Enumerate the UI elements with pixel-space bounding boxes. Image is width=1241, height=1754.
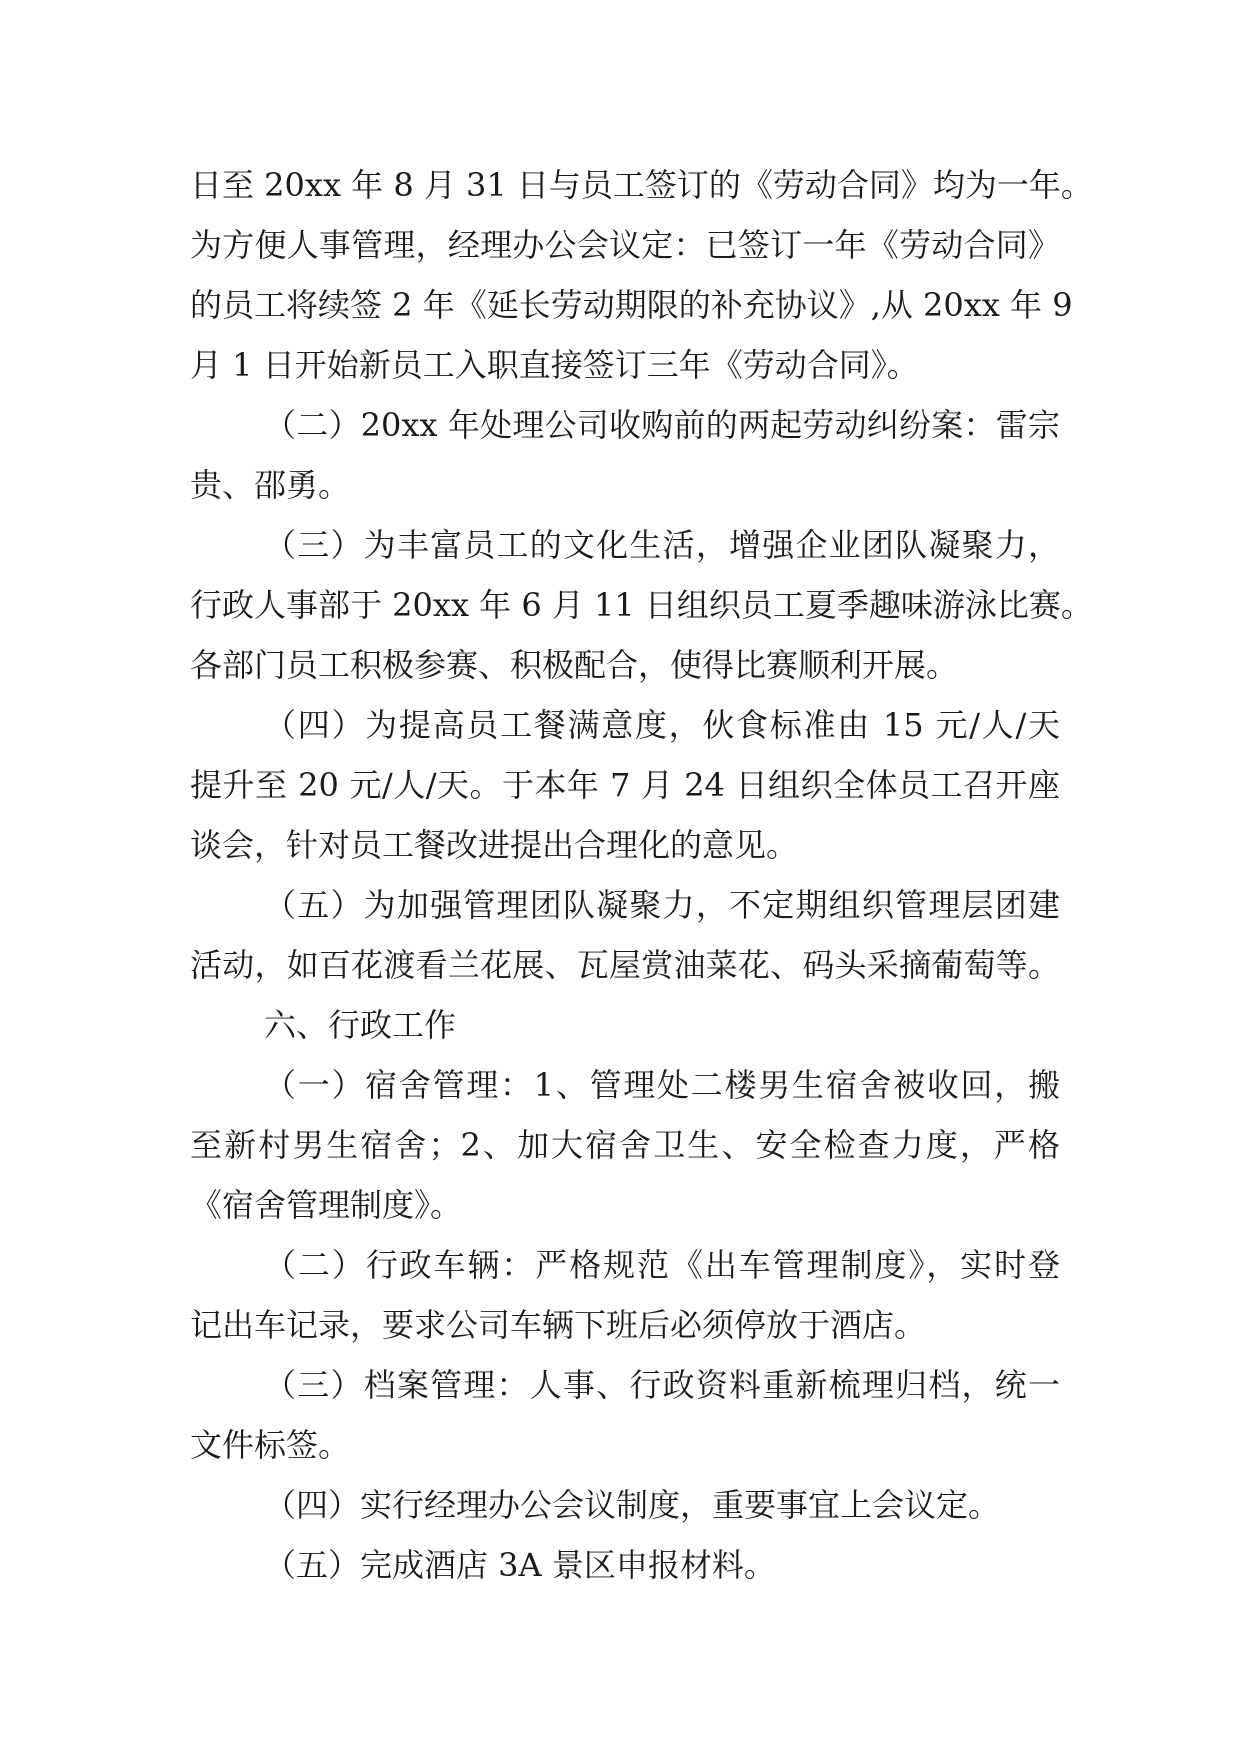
text-line: 记出车记录，要求公司车辆下班后必须停放于酒店。 bbox=[190, 1306, 927, 1344]
text-line: 谈会，针对员工餐改进提出合理化的意见。 bbox=[190, 826, 799, 864]
text-line: 各部门员工积极参赛、积极配合，使得比赛顺利开展。 bbox=[190, 646, 959, 684]
text-line: 行政人事部于 20xx 年 6 月 11 日组织员工夏季趣味游泳比赛。 bbox=[190, 586, 1093, 624]
text-line: （二）20xx 年处理公司收购前的两起劳动纠纷案：雷宗 bbox=[264, 406, 1060, 444]
text-line: 《宿舍管理制度》。 bbox=[190, 1186, 463, 1224]
text-line: （一）宿舍管理：1、管理处二楼男生宿舍被收回，搬 bbox=[264, 1066, 1060, 1104]
text-line: 的员工将续签 2 年《延长劳动期限的补充协议》,从 20xx 年 9 bbox=[190, 286, 1073, 324]
text-line: （二）行政车辆：严格规范《出车管理制度》，实时登 bbox=[264, 1246, 1060, 1284]
text-line: 日至 20xx 年 8 月 31 日与员工签订的《劳动合同》均为一年。 bbox=[190, 166, 1093, 204]
text-line: （五）为加强管理团队凝聚力，不定期组织管理层团建 bbox=[264, 886, 1060, 924]
text-line: （四）实行经理办公会议制度，重要事宜上会议定。 bbox=[264, 1486, 1001, 1524]
text-line: 提升至 20 元/人/天。于本年 7 月 24 日组织全体员工召开座 bbox=[190, 766, 1060, 804]
text-line: 至新村男生宿舍；2、加大宿舍卫生、安全检查力度，严格 bbox=[190, 1126, 1060, 1164]
text-line: （三）为丰富员工的文化生活，增强企业团队凝聚力， bbox=[264, 526, 1060, 564]
text-line: 贵、邵勇。 bbox=[190, 466, 351, 504]
text-line: （五）完成酒店 3A 景区申报材料。 bbox=[264, 1546, 776, 1584]
document-body bbox=[190, 155, 1093, 1595]
text-line: 月 1 日开始新员工入职直接签订三年《劳动合同》。 bbox=[190, 346, 919, 384]
text-line: 活动，如百花渡看兰花展、瓦屋赏油菜花、码头采摘葡萄等。 bbox=[190, 946, 1060, 984]
section-heading: 六、行政工作 bbox=[264, 1006, 457, 1044]
text-line: （三）档案管理：人事、行政资料重新梳理归档，统一 bbox=[264, 1366, 1060, 1404]
text-line: 为方便人事管理，经理办公会议定：已签订一年《劳动合同》 bbox=[190, 226, 1060, 264]
text-line: 文件标签。 bbox=[190, 1426, 351, 1464]
text-line: （四）为提高员工餐满意度，伙食标准由 15 元/人/天 bbox=[264, 706, 1060, 744]
